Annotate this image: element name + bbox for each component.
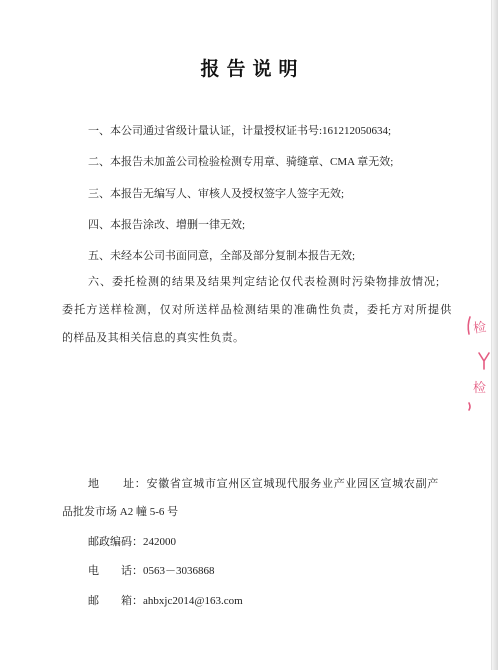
phone-value: 0563－3036868 <box>143 565 215 577</box>
notice-item-6-line-3: 的样品及其相关信息的真实性负责。 <box>62 332 245 344</box>
postcode-label: 邮政编码： <box>88 536 143 548</box>
seal-ring-edge-top <box>468 317 470 334</box>
postcode-value: 242000 <box>143 536 176 548</box>
notice-item-1: 一、本公司通过省级计量认证，计量授权证书号:161212050634; <box>88 125 392 137</box>
address-line-1 <box>88 476 439 492</box>
notice-item-5: 五、未经本公司书面同意，全部及部分复制本报告无效; <box>88 250 356 262</box>
seal-char-fragment-top: 检 <box>472 320 488 337</box>
phone-row <box>88 563 215 579</box>
seal-stroke-fragment-middle <box>479 353 489 369</box>
address-value-line-2: 品批发市场 A2 幢 5-6 号 <box>62 506 179 518</box>
phone-label: 电 话： <box>88 565 143 577</box>
email-row <box>88 593 243 609</box>
notice-item-3: 三、本报告无编写人、审核人及授权签字人签字无效; <box>88 188 345 200</box>
seal-ring-edge-bottom <box>469 403 470 410</box>
email-label: 邮 箱： <box>88 595 143 607</box>
email-value: ahbxjc2014@163.com <box>143 595 243 607</box>
notice-item-6-line-2: 委托方送样检测，仅对所送样品检测结果的准确性负责，委托方对所提供 <box>62 304 453 316</box>
report-title: 报告说明 <box>200 59 305 80</box>
address-value-line-1: 安徽省宣城市宣州区宣城现代服务业产业园区宣城农副产 <box>146 478 439 490</box>
seal-stamp-fragment <box>461 312 493 412</box>
seal-char-fragment-bottom: 检 <box>473 381 487 396</box>
notice-item-2: 二、本报告未加盖公司检验检测专用章、骑缝章、CMA 章无效; <box>88 156 394 168</box>
notice-item-4: 四、本报告涂改、增删一律无效; <box>88 219 246 231</box>
notice-item-6-line-1: 六、委托检测的结果及结果判定结论仅代表检测时污染物排放情况; <box>88 276 441 288</box>
address-label: 地 址： <box>88 478 147 490</box>
scan-page-edge <box>491 0 498 670</box>
postcode-row <box>88 534 176 550</box>
